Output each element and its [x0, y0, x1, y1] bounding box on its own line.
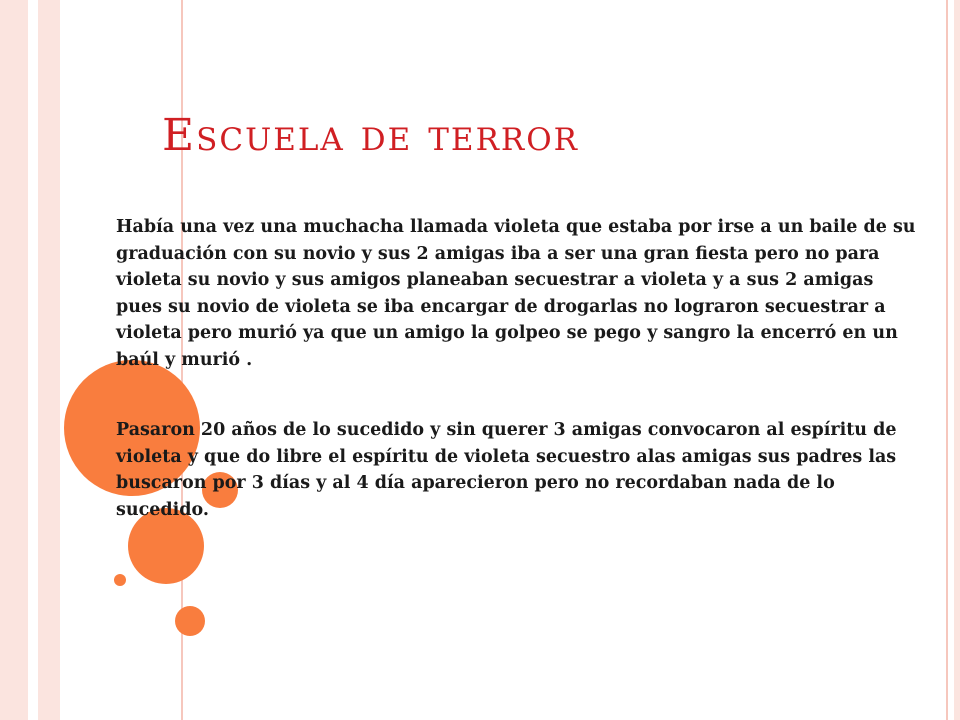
slide-body [116, 214, 916, 523]
decorative-stripe-left [0, 0, 28, 720]
paragraph-1: Había una vez una muchacha llamada violeta que estaba por irse a un baile de su graduación con su novio y sus 2 amigas iba a ser una gran fiesta pero no para violeta su novio y sus amigos planeaban secuestrar a violeta y a sus 2 amigas pues su novio de violeta se iba encargar de drogarlas no lograron secuestrar a violeta pero murió ya que un amigo la golpeo se pego y sangro la encerró en un baúl y murió . [116, 217, 916, 370]
decorative-circle-tiny [114, 574, 126, 586]
decorative-stripe-right [954, 0, 960, 720]
decorative-stripe-left-inner [38, 0, 60, 720]
decorative-line-right [946, 0, 948, 720]
decorative-circle-small-bottom [175, 606, 205, 636]
paragraph-2: Pasaron 20 años de lo sucedido y sin querer 3 amigas convocaron al espíritu de violeta y que do libre el espíritu de violeta secuestro alas amigas sus padres las buscaron por 3 días y al 4 día aparecieron pero no recordaban nada de lo sucedido. [116, 420, 897, 520]
slide-title: Escuela de terror [162, 110, 580, 161]
